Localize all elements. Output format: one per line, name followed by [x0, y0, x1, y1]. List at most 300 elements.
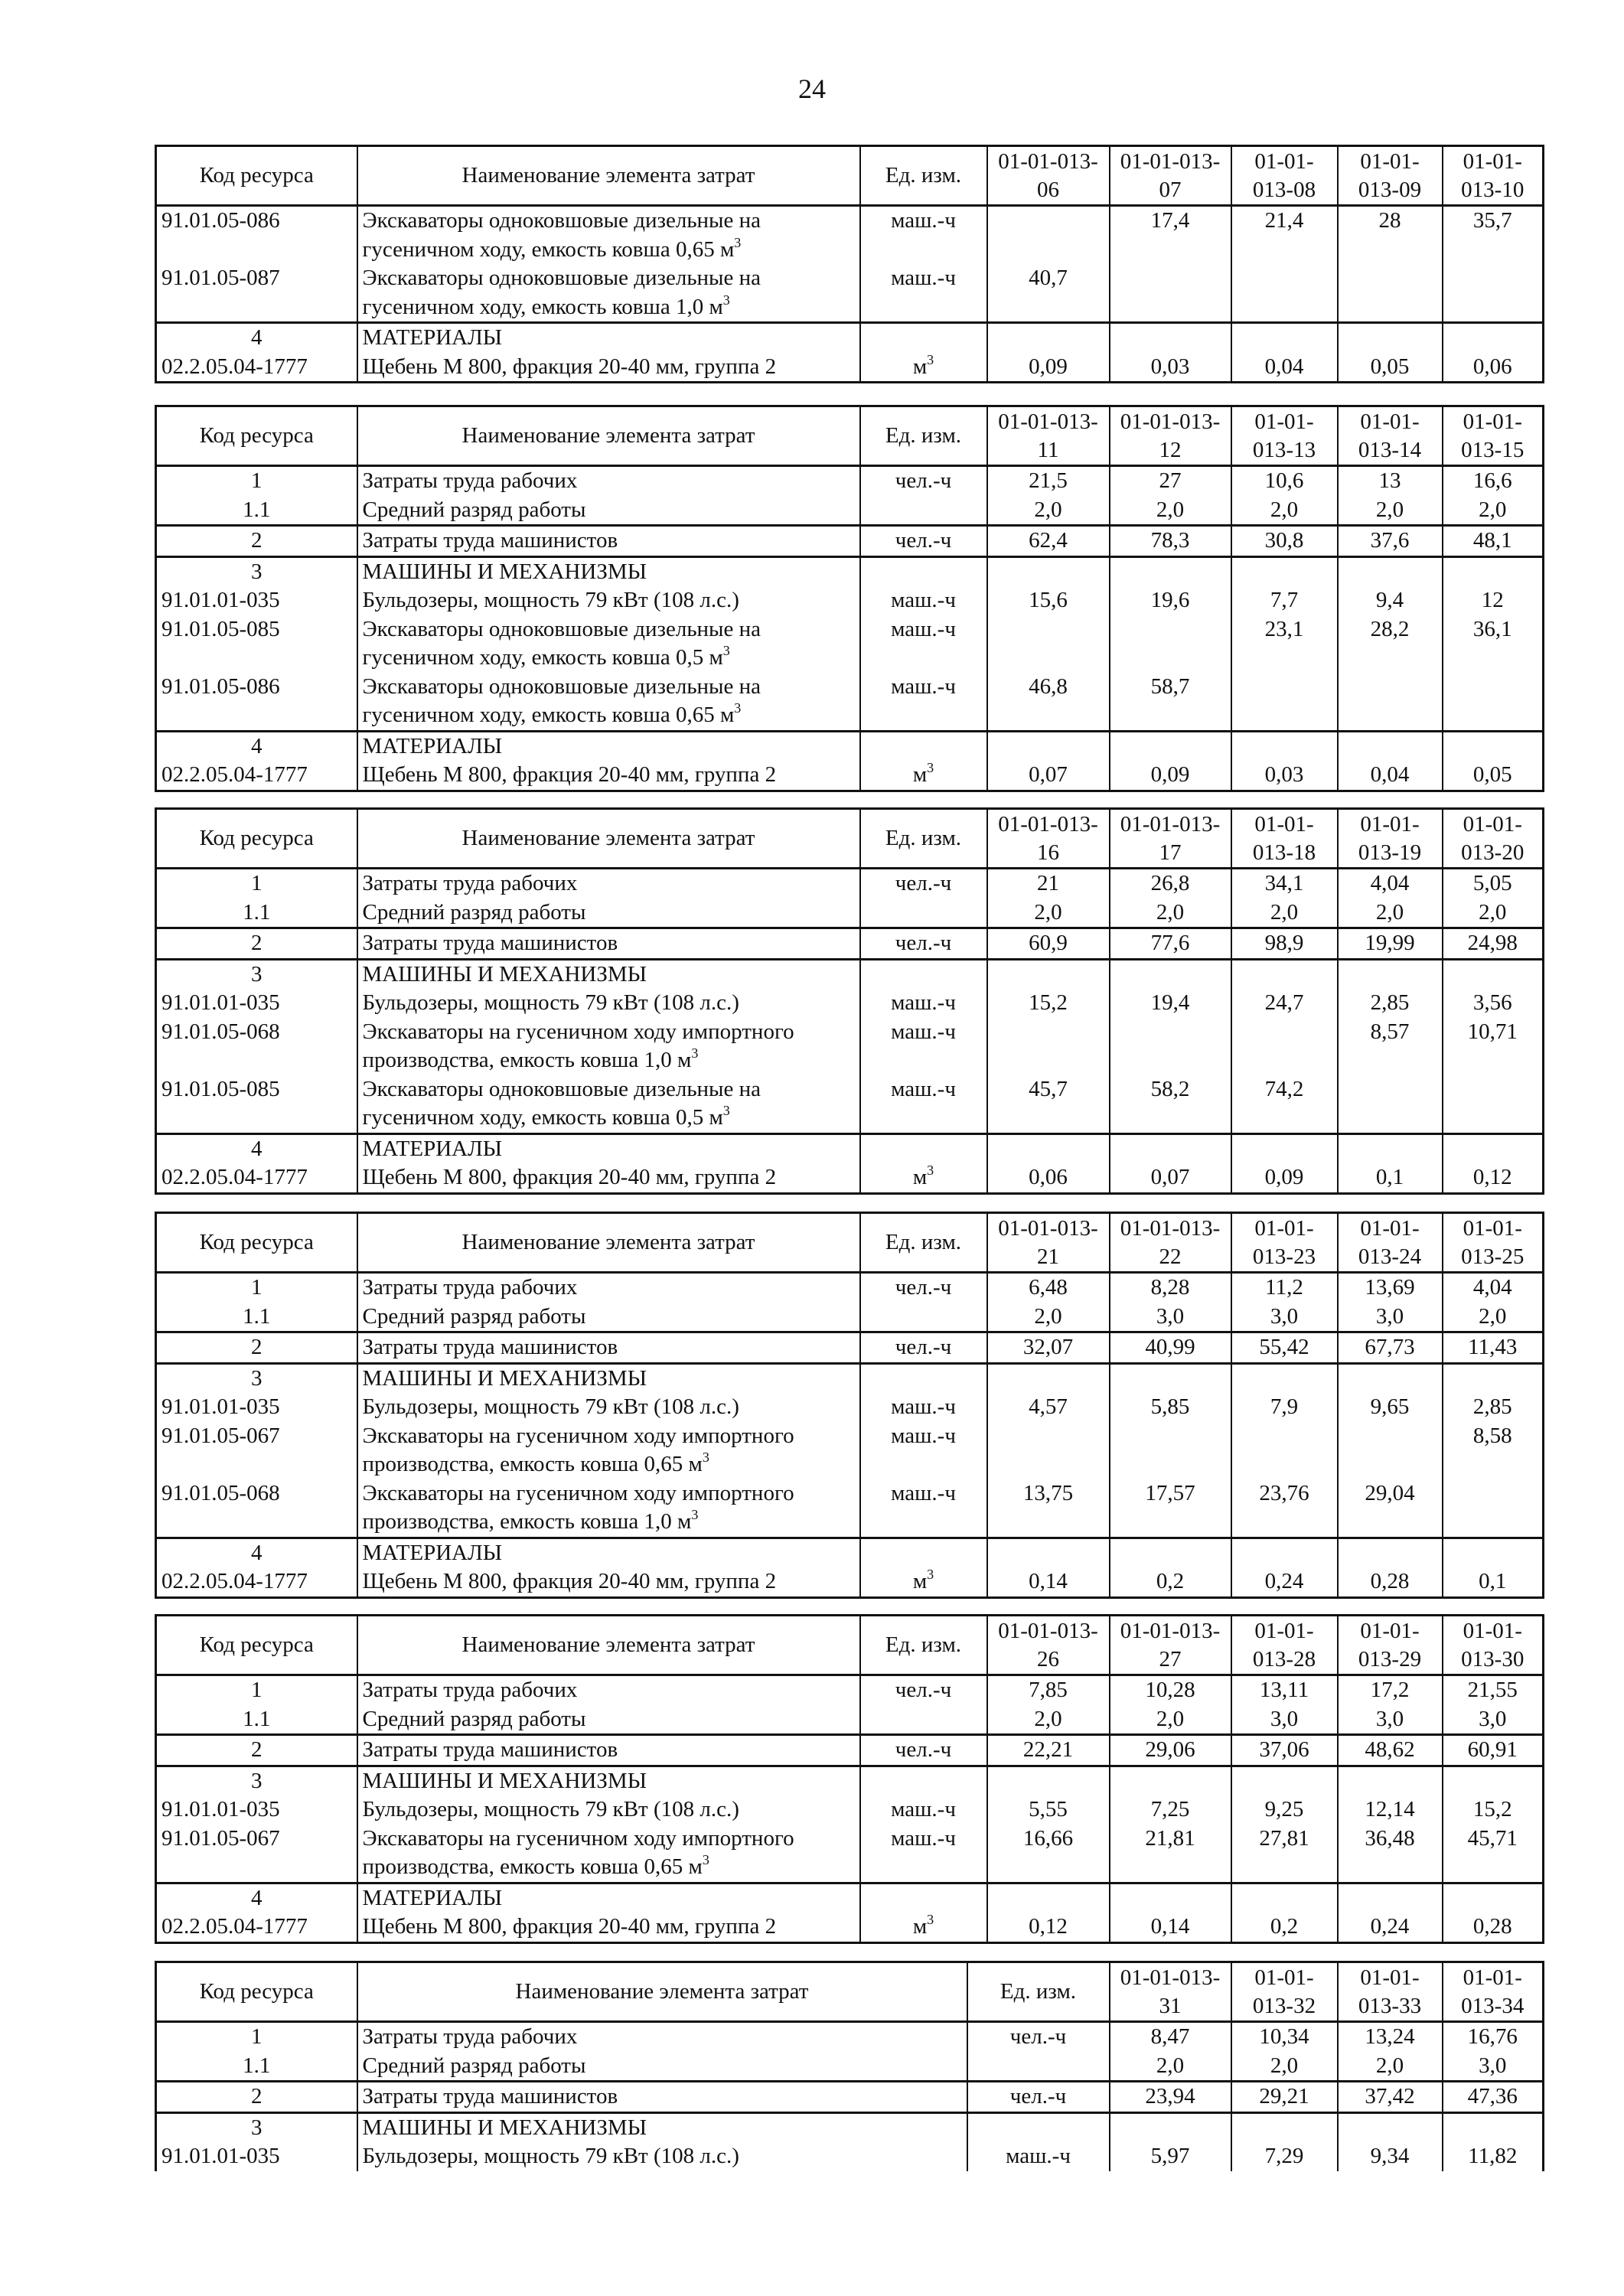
- cost-element-text: Экскаваторы одноковшовые дизельные на гусеничном ходу, емкость ковша 0,5 м: [362, 1076, 761, 1130]
- section-number: 3: [156, 1363, 357, 1393]
- superscript: 3: [702, 1450, 709, 1465]
- norm-value: 2,0: [1110, 1705, 1231, 1735]
- table-header-row: [156, 1616, 1544, 1675]
- norm-value: 30,8: [1231, 526, 1338, 557]
- norm-value: 17,57: [1110, 1479, 1231, 1538]
- norm-value: 0,2: [1231, 1913, 1338, 1942]
- norm-value: 10,28: [1110, 1675, 1231, 1705]
- cost-element-name: [357, 1913, 860, 1942]
- superscript: 3: [734, 234, 742, 250]
- resource-code: 91.01.01-035: [156, 989, 357, 1018]
- empty-cell: [987, 1133, 1110, 1163]
- norm-value: 9,65: [1338, 1393, 1443, 1422]
- superscript: 3: [691, 1045, 699, 1061]
- cost-element-text: Средний разряд работы: [362, 899, 586, 925]
- norm-value: 0,06: [1443, 353, 1544, 383]
- empty-cell: [1338, 1883, 1443, 1913]
- norm-value: 2,0: [987, 496, 1110, 526]
- norm-value: 26,8: [1110, 869, 1231, 899]
- header-norm-code: 01-01-013-34: [1443, 1962, 1544, 2022]
- header-code: Код ресурса: [156, 406, 357, 466]
- cost-element-name: [357, 761, 860, 791]
- header-norm-code: 01-01-013-15: [1443, 406, 1544, 466]
- table-section: [156, 206, 1544, 323]
- resource-code: 2: [156, 526, 357, 557]
- norm-value: [987, 206, 1110, 265]
- cost-element-text: Бульдозеры, мощность 79 кВт (108 л.с.): [362, 990, 739, 1015]
- resource-code: 91.01.05-085: [156, 1075, 357, 1134]
- table-row: [156, 1422, 1544, 1479]
- header-unit: Ед. изм.: [860, 1616, 987, 1675]
- header-norm-code: 01-01-013-18: [1231, 809, 1338, 869]
- unit-cell: [860, 1705, 987, 1735]
- empty-cell: [860, 959, 987, 989]
- empty-cell: [1110, 556, 1231, 586]
- norm-value: 0,06: [987, 1163, 1110, 1193]
- unit: маш.-ч: [891, 990, 956, 1015]
- unit-cell: [860, 1913, 987, 1942]
- unit-cell: [860, 264, 987, 323]
- norm-value: 2,0: [1338, 496, 1443, 526]
- table-row: [156, 526, 1544, 557]
- header-unit: Ед. изм.: [860, 1213, 987, 1273]
- norm-value: 78,3: [1110, 526, 1231, 557]
- table-row: [156, 1273, 1544, 1303]
- table-row: [156, 1913, 1544, 1942]
- empty-cell: [987, 1363, 1110, 1393]
- norm-value: 13,24: [1338, 2022, 1443, 2052]
- header-unit: Ед. изм.: [860, 809, 987, 869]
- resource-code: 1: [156, 1273, 357, 1303]
- norm-value: 47,36: [1443, 2082, 1544, 2113]
- unit: м: [912, 354, 928, 379]
- table-row: [156, 1675, 1544, 1705]
- empty-cell: [987, 731, 1110, 761]
- empty-cell: [1231, 959, 1338, 989]
- norm-value: 2,0: [1338, 899, 1443, 928]
- table-row: [156, 615, 1544, 673]
- superscript: 3: [927, 1163, 934, 1178]
- cost-element-text: Экскаваторы одноковшовые дизельные на гусеничном ходу, емкость ковша 0,65 м: [362, 673, 761, 727]
- norm-value: 15,2: [1443, 1795, 1544, 1825]
- unit-cell: [860, 761, 987, 791]
- norm-value: 28,2: [1338, 615, 1443, 673]
- norm-value: [987, 1018, 1110, 1075]
- cost-element-text: Щебень М 800, фракция 20-40 мм, группа 2: [362, 1165, 777, 1189]
- cost-element-text: Затраты труда рабочих: [362, 468, 578, 493]
- empty-cell: [987, 1538, 1110, 1567]
- norm-value: 15,6: [987, 586, 1110, 615]
- unit-cell: [860, 526, 987, 557]
- cost-element-text: Затраты труда машинистов: [362, 2084, 618, 2108]
- norm-value: 40,7: [987, 264, 1110, 323]
- cost-element-text: Экскаваторы одноковшовые дизельные на гусеничном ходу, емкость ковша 0,5 м: [362, 616, 761, 670]
- empty-cell: [1231, 731, 1338, 761]
- cost-element-name: [357, 1163, 860, 1193]
- norm-value: 21,81: [1110, 1825, 1231, 1883]
- norm-value: 5,55: [987, 1795, 1110, 1825]
- norm-value: [1338, 1075, 1443, 1134]
- empty-cell: [1443, 1363, 1544, 1393]
- norm-value: 19,4: [1110, 989, 1231, 1018]
- norm-value: 9,4: [1338, 586, 1443, 615]
- norm-value: 10,6: [1231, 466, 1338, 496]
- empty-cell: [1231, 1766, 1338, 1795]
- section-title: МАТЕРИАЛЫ: [357, 1538, 860, 1567]
- empty-cell: [1110, 1363, 1231, 1393]
- resource-code: 2: [156, 928, 357, 960]
- unit: м: [912, 1914, 928, 1939]
- empty-cell: [1231, 1538, 1338, 1567]
- empty-cell: [1338, 731, 1443, 761]
- norm-value: 2,0: [1338, 2052, 1443, 2082]
- resource-code: 1: [156, 1675, 357, 1705]
- cost-element-text: Бульдозеры, мощность 79 кВт (108 л.с.): [362, 1394, 739, 1419]
- cost-element-name: [357, 496, 860, 526]
- resource-code: 1.1: [156, 1705, 357, 1735]
- resource-code: 02.2.05.04-1777: [156, 353, 357, 383]
- table-row: [156, 2082, 1544, 2113]
- table-row: [156, 869, 1544, 899]
- norm-value: [1338, 264, 1443, 323]
- norm-value: 10,34: [1231, 2022, 1338, 2052]
- norm-value: 8,58: [1443, 1422, 1544, 1479]
- unit-cell: [860, 586, 987, 615]
- unit-cell: [860, 1273, 987, 1303]
- section-heading-row: [156, 556, 1544, 586]
- norm-value: 9,34: [1338, 2142, 1443, 2171]
- section-heading-row: [156, 1766, 1544, 1795]
- resource-code: 1.1: [156, 899, 357, 928]
- cost-element-text: Щебень М 800, фракция 20-40 мм, группа 2: [362, 354, 777, 379]
- header-unit: Ед. изм.: [967, 1962, 1110, 2022]
- section-title: МАТЕРИАЛЫ: [357, 731, 860, 761]
- cost-element-text: Средний разряд работы: [362, 2053, 586, 2078]
- norm-value: [1443, 264, 1544, 323]
- empty-cell: [1110, 1766, 1231, 1795]
- norm-value: 11,82: [1443, 2142, 1544, 2171]
- cost-element-name: [357, 206, 860, 265]
- norm-value: 3,0: [1231, 1705, 1338, 1735]
- section-number: 3: [156, 1766, 357, 1795]
- unit: маш.-ч: [891, 1019, 956, 1044]
- empty-cell: [1231, 1363, 1338, 1393]
- unit: м: [912, 1569, 928, 1593]
- norm-value: 62,4: [987, 526, 1110, 557]
- header-norm-code: 01-01-013-16: [987, 809, 1110, 869]
- norm-value: 2,85: [1443, 1393, 1544, 1422]
- superscript: 3: [722, 643, 730, 658]
- cost-element-name: [357, 1675, 860, 1705]
- unit: чел.-ч: [895, 1335, 952, 1359]
- unit: маш.-ч: [891, 1076, 956, 1101]
- norm-value: 16,6: [1443, 466, 1544, 496]
- header-unit: Ед. изм.: [860, 146, 987, 206]
- cost-element-name: [357, 989, 860, 1018]
- norm-value: 2,0: [1231, 899, 1338, 928]
- header-norm-code: 01-01-013-06: [987, 146, 1110, 206]
- section-number: 4: [156, 1133, 357, 1163]
- empty-cell: [987, 1883, 1110, 1913]
- norm-value: 22,21: [987, 1735, 1110, 1766]
- norm-value: 2,0: [1110, 2052, 1231, 2082]
- superscript: 3: [702, 1852, 709, 1867]
- empty-cell: [1110, 1883, 1231, 1913]
- unit: чел.-ч: [895, 931, 952, 955]
- norm-value: 36,48: [1338, 1825, 1443, 1883]
- cost-element-text: Затраты труда рабочих: [362, 871, 578, 895]
- header-norm-code: 01-01-013-11: [987, 406, 1110, 466]
- empty-cell: [860, 323, 987, 353]
- table-section: [156, 1538, 1544, 1597]
- norm-value: 7,25: [1110, 1795, 1231, 1825]
- table-section: [156, 1133, 1544, 1193]
- header-name: Наименование элемента затрат: [357, 1962, 967, 2022]
- superscript: 3: [722, 292, 730, 308]
- table-row: [156, 353, 1544, 383]
- empty-cell: [1443, 2112, 1544, 2142]
- header-name: Наименование элемента затрат: [357, 1213, 860, 1273]
- norm-value: 0,14: [987, 1567, 1110, 1597]
- table-section: [156, 869, 1544, 928]
- section-heading-row: [156, 1538, 1544, 1567]
- resource-code: 2: [156, 1735, 357, 1766]
- norm-value: 2,0: [987, 899, 1110, 928]
- cost-element-name: [357, 2142, 967, 2171]
- table-row: [156, 1018, 1544, 1075]
- unit-cell: [860, 928, 987, 960]
- norm-value: 0,1: [1443, 1567, 1544, 1597]
- superscript: 3: [734, 700, 742, 716]
- norm-value: [1231, 1018, 1338, 1075]
- section-number: 4: [156, 323, 357, 353]
- section-number: 3: [156, 2112, 357, 2142]
- norm-value: 24,7: [1231, 989, 1338, 1018]
- header-norm-code: 01-01-013-31: [1110, 1962, 1231, 2022]
- header-code: Код ресурса: [156, 1962, 357, 2022]
- norm-value: 17,4: [1110, 206, 1231, 265]
- table-row: [156, 928, 1544, 960]
- cost-element-text: Экскаваторы на гусеничном ходу импортного производства, емкость ковша 0,65 м: [362, 1423, 794, 1476]
- norm-value: [1231, 673, 1338, 732]
- norm-value: 12: [1443, 586, 1544, 615]
- norm-value: 36,1: [1443, 615, 1544, 673]
- section-number: 4: [156, 1538, 357, 1567]
- norm-value: 12,14: [1338, 1795, 1443, 1825]
- empty-cell: [1443, 1538, 1544, 1567]
- norm-value: 7,9: [1231, 1393, 1338, 1422]
- cost-element-name: [357, 928, 860, 960]
- cost-element-text: Экскаваторы одноковшовые дизельные на гусеничном ходу, емкость ковша 0,65 м: [362, 208, 761, 262]
- empty-cell: [860, 1883, 987, 1913]
- table-row: [156, 586, 1544, 615]
- norm-value: 48,62: [1338, 1735, 1443, 1766]
- table-section: [156, 1675, 1544, 1735]
- unit: маш.-ч: [891, 1423, 956, 1448]
- norm-value: 7,7: [1231, 586, 1338, 615]
- empty-cell: [860, 1766, 987, 1795]
- section-title: МАШИНЫ И МЕХАНИЗМЫ: [357, 556, 860, 586]
- unit-cell: [860, 1675, 987, 1705]
- norm-value: [987, 615, 1110, 673]
- empty-cell: [860, 1538, 987, 1567]
- norm-value: 35,7: [1443, 206, 1544, 265]
- unit: маш.-ч: [891, 588, 956, 612]
- section-title: МАТЕРИАЛЫ: [357, 1883, 860, 1913]
- header-norm-code: 01-01-013-24: [1338, 1213, 1443, 1273]
- norm-value: 3,0: [1443, 2052, 1544, 2082]
- norm-value: 46,8: [987, 673, 1110, 732]
- resource-code: 91.01.01-035: [156, 1795, 357, 1825]
- table-row: [156, 466, 1544, 496]
- superscript: 3: [927, 351, 934, 367]
- norm-value: 58,2: [1110, 1075, 1231, 1134]
- table-section: [156, 1883, 1544, 1942]
- norm-value: 0,04: [1338, 761, 1443, 791]
- table-row: [156, 1567, 1544, 1597]
- section-title: МАШИНЫ И МЕХАНИЗМЫ: [357, 2112, 967, 2142]
- table-row: [156, 1479, 1544, 1538]
- table-header-row: [156, 146, 1544, 206]
- norm-value: 2,0: [1443, 899, 1544, 928]
- header-code: Код ресурса: [156, 1213, 357, 1273]
- unit-cell: [860, 1422, 987, 1479]
- norm-value: 23,94: [1110, 2082, 1231, 2113]
- norm-value: 11,2: [1231, 1273, 1338, 1303]
- cost-element-name: [357, 466, 860, 496]
- empty-cell: [1110, 1133, 1231, 1163]
- norm-value: 2,0: [1443, 1303, 1544, 1332]
- cost-element-name: [357, 526, 860, 557]
- norm-value: 40,99: [1110, 1332, 1231, 1364]
- table-section: [156, 466, 1544, 526]
- empty-cell: [1231, 2112, 1338, 2142]
- empty-cell: [1110, 959, 1231, 989]
- unit-cell: [860, 1479, 987, 1538]
- norm-value: 0,04: [1231, 353, 1338, 383]
- table-row: [156, 264, 1544, 323]
- superscript: 3: [927, 760, 934, 775]
- norm-value: [1443, 1075, 1544, 1134]
- norm-value: 0,09: [1110, 761, 1231, 791]
- resource-code: 1: [156, 466, 357, 496]
- unit-cell: [860, 1018, 987, 1075]
- norm-value: 2,0: [1110, 496, 1231, 526]
- unit: маш.-ч: [891, 616, 956, 641]
- empty-cell: [1231, 323, 1338, 353]
- empty-cell: [1110, 1538, 1231, 1567]
- unit-cell: [860, 1567, 987, 1597]
- empty-cell: [967, 2112, 1110, 2142]
- section-heading-row: [156, 1883, 1544, 1913]
- superscript: 3: [691, 1507, 699, 1522]
- cost-element-name: [357, 1332, 860, 1364]
- cost-element-text: Средний разряд работы: [362, 1303, 586, 1329]
- norm-value: 0,09: [1231, 1163, 1338, 1193]
- cost-element-text: Экскаваторы одноковшовые дизельные на гусеничном ходу, емкость ковша 1,0 м: [362, 266, 761, 319]
- table-section: [156, 2082, 1544, 2113]
- norm-value: 3,0: [1110, 1303, 1231, 1332]
- resource-code: 91.01.05-067: [156, 1825, 357, 1883]
- norm-value: 0,07: [987, 761, 1110, 791]
- resource-code: 91.01.01-035: [156, 2142, 357, 2171]
- header-norm-code: 01-01-013-29: [1338, 1616, 1443, 1675]
- norm-value: 8,28: [1110, 1273, 1231, 1303]
- norm-value: [1110, 1422, 1231, 1479]
- norm-value: 2,0: [1231, 496, 1338, 526]
- unit-cell: [860, 1075, 987, 1134]
- unit: маш.-ч: [1006, 2144, 1071, 2168]
- resource-code: 2: [156, 2082, 357, 2113]
- norm-value: [987, 1422, 1110, 1479]
- table-row: [156, 1735, 1544, 1766]
- unit: чел.-ч: [895, 871, 952, 895]
- norm-value: 9,25: [1231, 1795, 1338, 1825]
- norm-value: 74,2: [1231, 1075, 1338, 1134]
- header-norm-code: 01-01-013-10: [1443, 146, 1544, 206]
- resource-code: 02.2.05.04-1777: [156, 1163, 357, 1193]
- cost-element-text: Средний разряд работы: [362, 497, 586, 522]
- resource-table: [155, 807, 1544, 1195]
- header-name: Наименование элемента затрат: [357, 146, 860, 206]
- header-unit: Ед. изм.: [860, 406, 987, 466]
- cost-element-name: [357, 1567, 860, 1597]
- unit-cell: [860, 1303, 987, 1332]
- header-norm-code: 01-01-013-14: [1338, 406, 1443, 466]
- norm-value: [1231, 1422, 1338, 1479]
- cost-element-text: Щебень М 800, фракция 20-40 мм, группа 2: [362, 762, 777, 787]
- norm-value: [1231, 264, 1338, 323]
- table-header-row: [156, 809, 1544, 869]
- superscript: 3: [927, 1567, 934, 1582]
- empty-cell: [1443, 731, 1544, 761]
- cost-element-text: Затраты труда рабочих: [362, 1275, 578, 1300]
- norm-value: 28: [1338, 206, 1443, 265]
- cost-element-name: [357, 615, 860, 673]
- header-name: Наименование элемента затрат: [357, 809, 860, 869]
- norm-value: 5,97: [1110, 2142, 1231, 2171]
- unit-cell: [860, 869, 987, 899]
- norm-value: 60,91: [1443, 1735, 1544, 1766]
- norm-value: 19,6: [1110, 586, 1231, 615]
- norm-value: 29,21: [1231, 2082, 1338, 2113]
- section-title: МАШИНЫ И МЕХАНИЗМЫ: [357, 959, 860, 989]
- norm-value: 2,0: [987, 1303, 1110, 1332]
- cost-element-name: [357, 1825, 860, 1883]
- unit-cell: [860, 1795, 987, 1825]
- norm-value: [1110, 615, 1231, 673]
- table-section: [156, 1363, 1544, 1538]
- unit: маш.-ч: [891, 673, 956, 699]
- norm-value: 15,2: [987, 989, 1110, 1018]
- cost-element-text: Затраты труда машинистов: [362, 931, 618, 955]
- section-heading-row: [156, 959, 1544, 989]
- norm-value: 98,9: [1231, 928, 1338, 960]
- header-norm-code: 01-01-013-07: [1110, 146, 1231, 206]
- norm-value: [1443, 1479, 1544, 1538]
- norm-value: 3,56: [1443, 989, 1544, 1018]
- header-norm-code: 01-01-013-23: [1231, 1213, 1338, 1273]
- section-title: МАТЕРИАЛЫ: [357, 1133, 860, 1163]
- norm-value: 21,5: [987, 466, 1110, 496]
- cost-element-name: [357, 353, 860, 383]
- norm-value: 7,29: [1231, 2142, 1338, 2171]
- header-norm-code: 01-01-013-33: [1338, 1962, 1443, 2022]
- norm-value: 8,57: [1338, 1018, 1443, 1075]
- norm-value: 16,76: [1443, 2022, 1544, 2052]
- table-row: [156, 1705, 1544, 1735]
- section-title: МАШИНЫ И МЕХАНИЗМЫ: [357, 1363, 860, 1393]
